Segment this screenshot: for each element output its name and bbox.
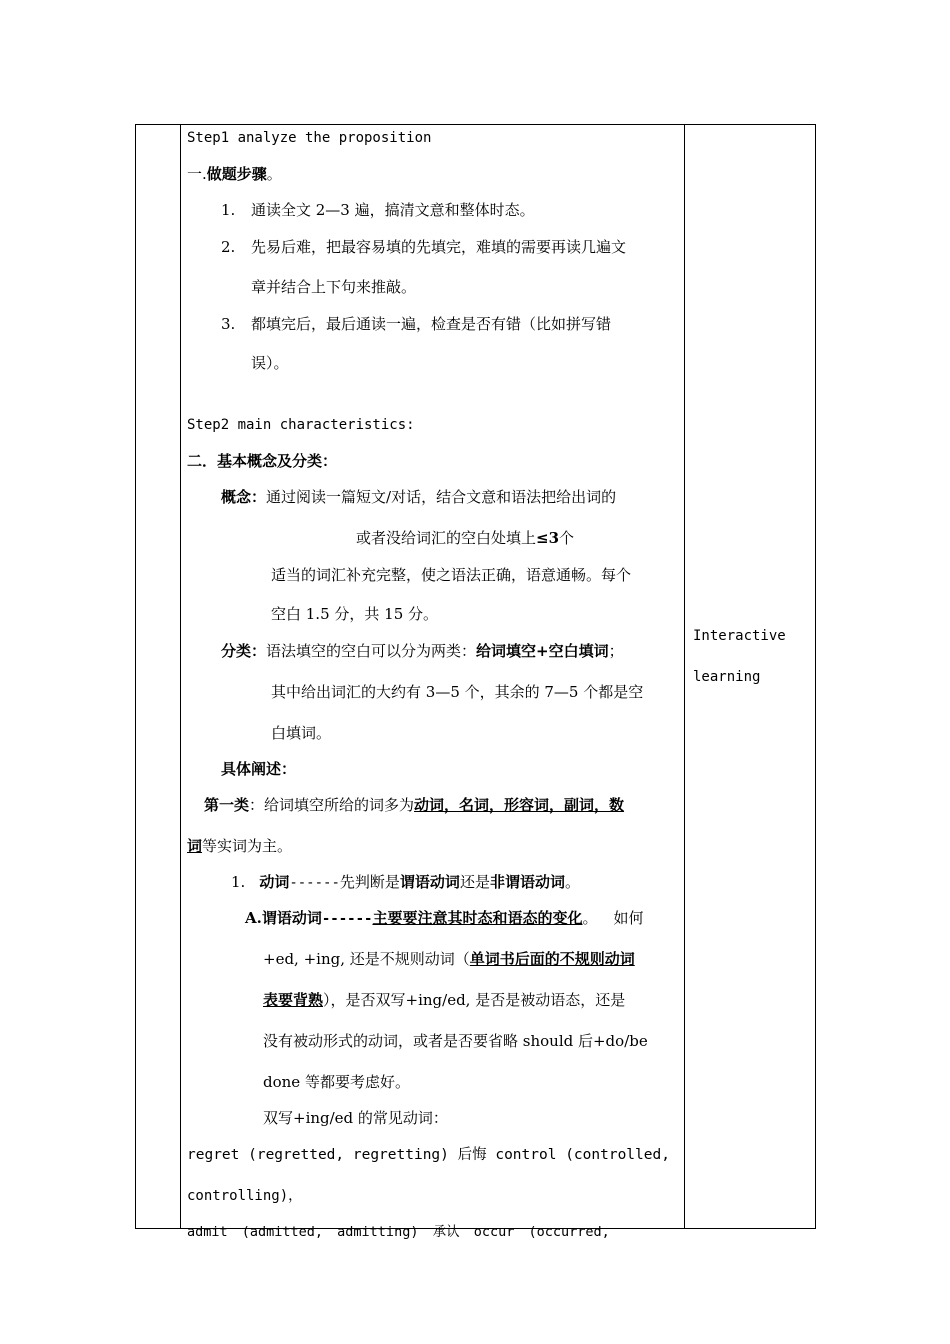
classification-line-1: 分类：语法填空的空白可以分为两类：给词填空+空白填词； xyxy=(221,642,624,660)
predicate-verb-line-4: 没有被动形式的动词，或者是否要省略 should 后+do/be xyxy=(263,1032,648,1050)
step1-item-2-num: 2. xyxy=(221,238,236,256)
table-top-border xyxy=(135,124,816,125)
detail-heading: 具体阐述： xyxy=(221,760,297,778)
category-1-line-1: 第一类：给词填空所给的词多为动词，名词，形容词，副词，数 xyxy=(204,796,625,814)
classification-line-3: 白填词。 xyxy=(271,724,332,742)
table-divider-2 xyxy=(684,124,685,1229)
step2-section-title: 二．基本概念及分类： xyxy=(187,452,338,470)
step1-item-2-text: 先易后难，把最容易填的先填完，难填的需要再读几遍文 xyxy=(251,238,627,256)
concept-line-3: 适当的词汇补充完整，使之语法正确，语意通畅。每个 xyxy=(271,566,632,584)
step1-item-3-text-cont: 误）。 xyxy=(251,354,289,372)
step1-item-3-num: 3. xyxy=(221,315,236,333)
double-consonant-title: 双写+ing/ed 的常见动词： xyxy=(263,1109,448,1127)
predicate-verb-line-1: A.谓语动词------主要要注意其时态和语态的变化。 如何 xyxy=(245,909,644,927)
step1-item-2-text-cont: 章并结合上下句来推敲。 xyxy=(251,278,417,296)
step1-item-3-text: 都填完后，最后通读一遍，检查是否有错（比如拼写错 xyxy=(251,315,612,333)
predicate-verb-line-5: done 等都要考虑好。 xyxy=(263,1073,410,1091)
step1-heading: Step1 analyze the proposition xyxy=(187,130,432,146)
step1-section-title: 一.做题步骤。 xyxy=(187,165,282,183)
right-column-line-2: learning xyxy=(693,669,761,685)
example-line-1: regret (regretted, regretting) 后悔 control (controlled, xyxy=(187,1147,670,1163)
verb-heading: 1. 动词------先判断是谓语动词还是非谓语动词。 xyxy=(231,873,580,891)
step1-item-1-num: 1. xyxy=(221,201,236,219)
step1-item-1-text: 通读全文 2—3 遍，搞清文意和整体时态。 xyxy=(251,201,535,219)
category-1-line-2: 词等实词为主。 xyxy=(187,837,293,855)
example-line-3: admit (admitted, admitting) 承认 occur (occurred, xyxy=(187,1224,610,1240)
concept-line-2: 或者没给词汇的空白处填上≤3个 xyxy=(356,529,575,547)
predicate-verb-line-2: +ed, +ing, 还是不规则动词（单词书后面的不规则动词 xyxy=(263,950,635,968)
table-right-border xyxy=(815,124,816,1229)
table-left-border xyxy=(135,124,136,1229)
right-column-line-1: Interactive xyxy=(693,628,786,644)
table-divider-1 xyxy=(180,124,181,1229)
step2-heading: Step2 main characteristics: xyxy=(187,417,415,433)
concept-line-4: 空白 1.5 分，共 15 分。 xyxy=(271,605,439,623)
concept-line-1: 概念：通过阅读一篇短文/对话，结合文意和语法把给出词的 xyxy=(221,488,617,506)
classification-line-2: 其中给出词汇的大约有 3—5 个，其余的 7—5 个都是空 xyxy=(271,683,644,701)
predicate-verb-line-3: 表要背熟），是否双写+ing/ed, 是否是被动语态，还是 xyxy=(263,991,626,1009)
example-line-2: controlling)， xyxy=(187,1188,303,1204)
